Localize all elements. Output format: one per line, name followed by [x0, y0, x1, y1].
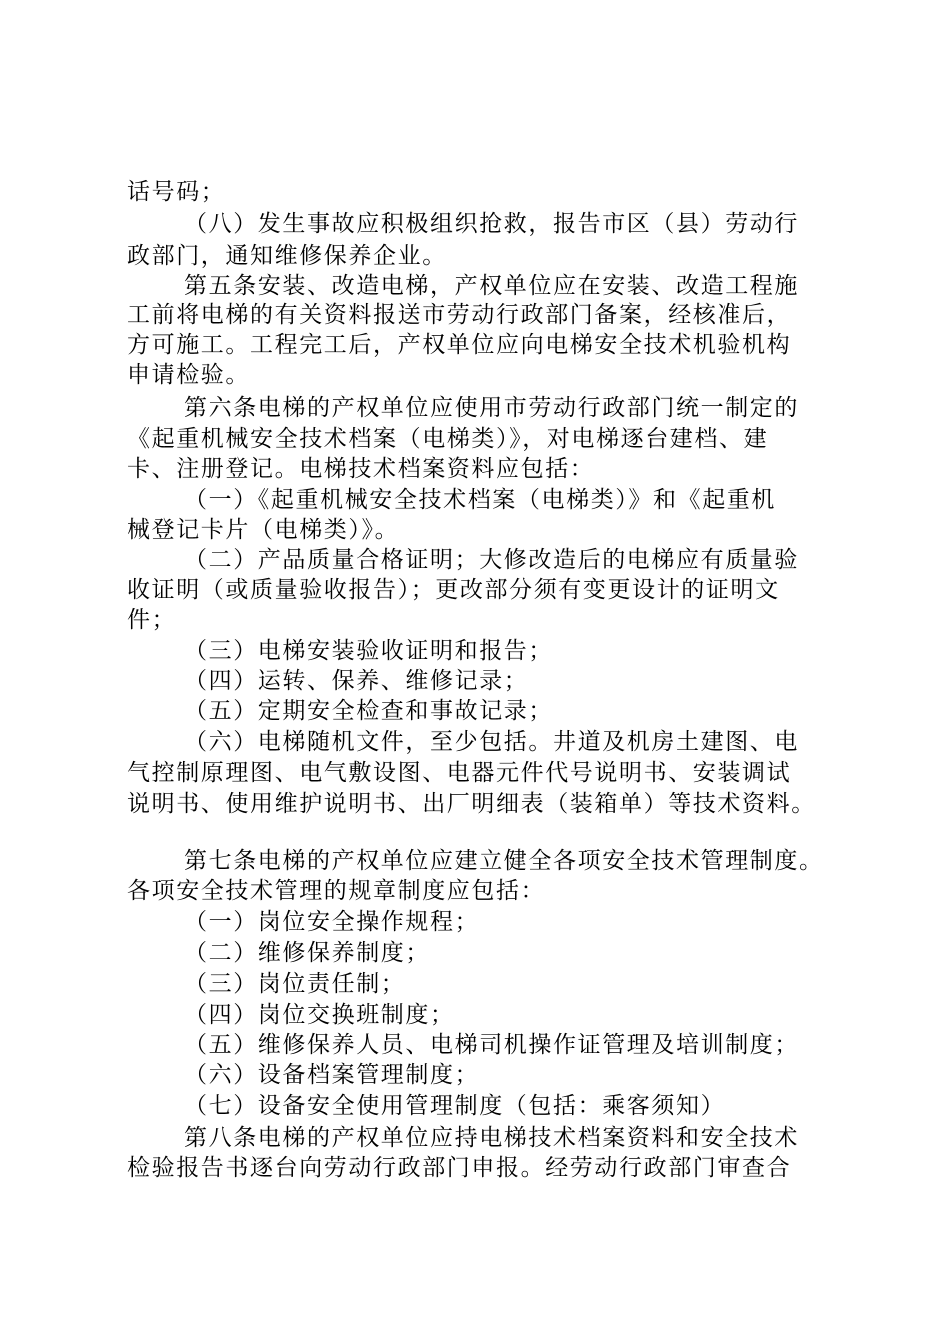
text-line: （五）定期安全检查和事故记录； — [184, 698, 553, 724]
text-line: 卡、注册登记。电梯技术档案资料应包括： — [127, 456, 595, 482]
text-line: （七）设备安全使用管理制度（包括：乘客须知） — [184, 1093, 726, 1119]
text-line: 说明书、使用维护说明书、出厂明细表（装箱单）等技术资料。 — [127, 791, 816, 817]
text-line: 第八条电梯的产权单位应持电梯技术档案资料和安全技术 — [184, 1125, 799, 1151]
text-line: （一）岗位安全操作规程； — [184, 909, 480, 935]
text-line: 气控制原理图、电气敷设图、电器元件代号说明书、安装调试 — [127, 760, 792, 786]
text-line: 第五条安装、改造电梯，产权单位应在安装、改造工程施 — [184, 273, 799, 299]
text-line: 政部门，通知维修保养企业。 — [127, 243, 447, 269]
text-line: 第六条电梯的产权单位应使用市劳动行政部门统一制定的 — [184, 395, 799, 421]
text-line: 《起重机械安全技术档案（电梯类）》，对电梯逐台建档、建 — [127, 426, 769, 452]
text-line: 件； — [127, 607, 177, 633]
text-line: 收证明（或质量验收报告）；更改部分须有变更设计的证明文 — [127, 577, 780, 603]
text-line: 各项安全技术管理的规章制度应包括： — [127, 878, 546, 904]
text-line: 话号码； — [127, 179, 226, 205]
text-line: （一）《起重机械安全技术档案（电梯类）》和《起重机 — [184, 487, 776, 513]
text-line: （六）设备档案管理制度； — [184, 1062, 480, 1088]
text-line: （四）运转、保养、维修记录； — [184, 668, 529, 694]
text-line: （八）发生事故应积极组织抢救，报告市区（县）劳动行 — [184, 211, 799, 237]
text-line: 方可施工。工程完工后，产权单位应向电梯安全技术机验机构 — [127, 332, 792, 358]
text-line: 第七条电梯的产权单位应建立健全各项安全技术管理制度。 — [184, 848, 824, 874]
text-line: （四）岗位交换班制度； — [184, 1002, 455, 1028]
text-line: （三）电梯安装验收证明和报告； — [184, 638, 553, 664]
text-line: （五）维修保养人员、电梯司机操作证管理及培训制度； — [184, 1032, 799, 1058]
text-line: （二）产品质量合格证明；大修改造后的电梯应有质量验 — [184, 547, 799, 573]
text-line: （六）电梯随机文件，至少包括。井道及机房土建图、电 — [184, 729, 799, 755]
text-line: 工前将电梯的有关资料报送市劳动行政部门备案，经核准后， — [127, 302, 792, 328]
text-line: 申请检验。 — [127, 362, 250, 388]
text-line: 检验报告书逐台向劳动行政部门申报。经劳动行政部门审查合 — [127, 1155, 792, 1181]
text-line: 械登记卡片（电梯类）》。 — [127, 517, 400, 543]
text-line: （二）维修保养制度； — [184, 940, 430, 966]
text-line: （三）岗位责任制； — [184, 971, 406, 997]
